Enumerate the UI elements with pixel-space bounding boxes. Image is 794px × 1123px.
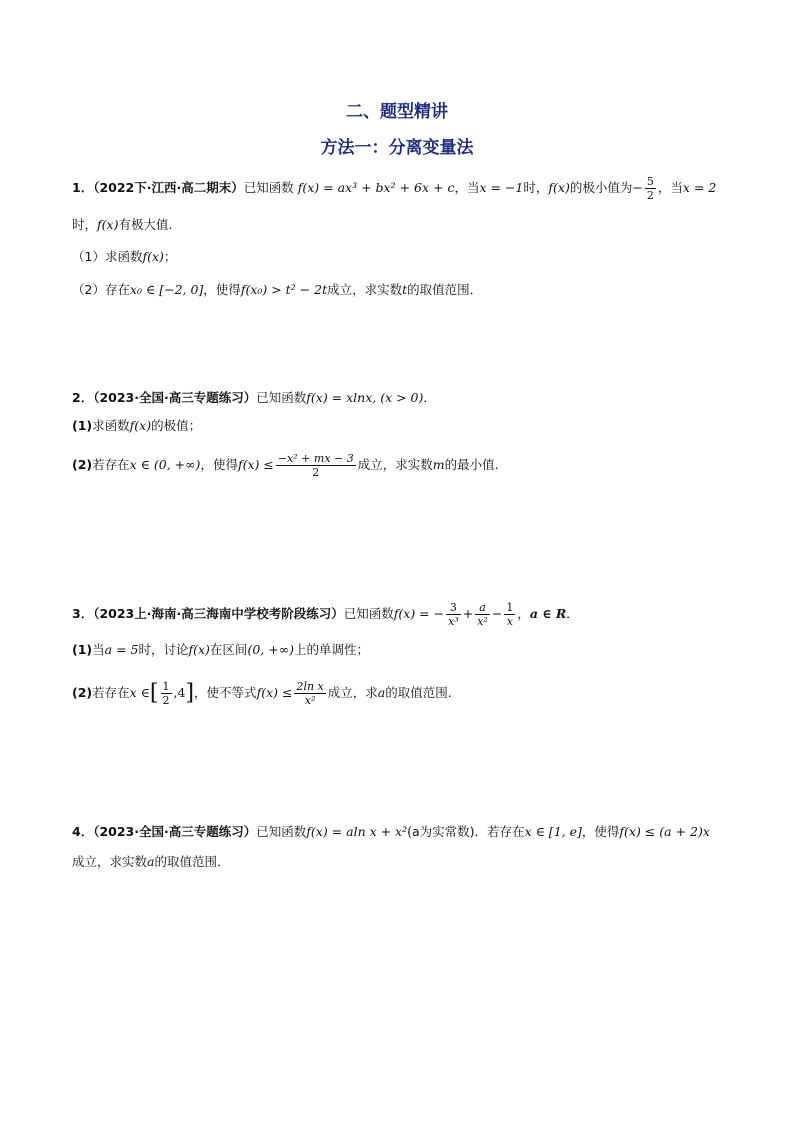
q2-text: ，使得 xyxy=(200,457,238,472)
q2-part-2 xyxy=(72,452,499,479)
q3-text: 在区间 xyxy=(209,642,248,657)
q3-text: 若存在 xyxy=(92,685,130,700)
q3-lhs: f(x) ≤ xyxy=(256,685,293,700)
q3-minus: − xyxy=(491,606,503,621)
q1-text: 时， xyxy=(72,217,98,232)
q3-fraction-4 xyxy=(294,680,325,707)
q3-text: 成立，求 xyxy=(327,685,378,700)
q3-interval-fraction xyxy=(161,680,172,707)
q1-line-2 xyxy=(72,215,181,235)
q1-source: （2022下·江西·高二期末） xyxy=(93,180,244,195)
section-title: 二、题型精讲 xyxy=(346,102,448,122)
q4-variable: a xyxy=(147,854,155,869)
q2-text: ． xyxy=(423,390,436,405)
q3-text: ． xyxy=(566,606,579,621)
q1-part-2 xyxy=(72,280,482,300)
q2-part-1-label: (1) xyxy=(72,418,93,433)
q3-function-lhs: f(x) = − xyxy=(393,606,445,621)
q3-part-2-label: (2) xyxy=(72,685,93,700)
q1-text: 的极小值为 xyxy=(569,180,633,195)
q1-part-1 xyxy=(72,247,176,267)
q1-frac-num: 5 xyxy=(646,175,654,188)
q1-number: 1． xyxy=(72,180,94,195)
q1-frac-den: 2 xyxy=(646,189,654,202)
q2-text: 的最小值. xyxy=(444,457,499,472)
q3-frac-2-num: a xyxy=(475,601,490,615)
q4-text: ．若存在 xyxy=(474,824,525,839)
q3-text: ，使不等式 xyxy=(194,685,257,700)
q1-fx: f(x) xyxy=(97,217,119,232)
q3-text: 的取值范围. xyxy=(385,685,452,700)
q1-variable: t xyxy=(402,282,408,297)
q3-plus: + xyxy=(462,606,474,621)
q1-text: ，当 xyxy=(657,180,683,195)
q3-frac-1-num: 3 xyxy=(446,601,461,615)
method-title: 方法一：分离变量法 xyxy=(320,138,474,158)
q3-interval: (0, +∞) xyxy=(247,642,294,657)
q1-condition: x = −1 xyxy=(479,180,524,195)
q1-text: ，当 xyxy=(454,180,480,195)
q4-text: 成立，求实数 xyxy=(72,854,148,869)
q2-text: 求函数 xyxy=(92,418,130,433)
q1-line-1: 1．（2022下·江西·高二期末）已知函数 f(x) = ax³ + bx² + 6x + c，当x = −1时，f(x)的极小值为− $\frac{5}{2}$ ，当x = 2 xyxy=(72,175,717,202)
q3-text: 上的单调性； xyxy=(293,642,369,657)
q1-fx: f(x) xyxy=(548,180,570,195)
q4-function: f(x) = aln x + x² xyxy=(306,824,408,839)
q4-number: 4． xyxy=(72,824,94,839)
q4-inequality: f(x) ≤ (a + 2)x xyxy=(619,824,710,839)
q3-frac-4-den: x² xyxy=(304,694,316,707)
q3-frac-3-num: 1 xyxy=(506,601,514,614)
q2-lhs: f(x) ≤ xyxy=(237,457,274,472)
q2-line-1 xyxy=(72,388,436,408)
q2-frac-den: 2 xyxy=(312,466,320,479)
q3-part-1 xyxy=(72,640,369,660)
q1-function: f(x) = ax³ + bx² + 6x + c xyxy=(297,180,455,195)
q1-text: 有极大值． xyxy=(118,217,181,232)
q2-text: 的极值； xyxy=(151,418,202,433)
q4-line-2 xyxy=(72,852,229,872)
q2-text: 已知函数 xyxy=(256,390,307,405)
q1-fraction xyxy=(645,175,656,202)
q3-fx: f(x) xyxy=(188,642,210,657)
q3-int-num: 1 xyxy=(162,680,170,693)
q1-part-2-condition: x₀ ∈ [−2, 0] xyxy=(129,282,204,297)
q3-int-right: ,4 xyxy=(173,685,186,700)
q4-text: ，使得 xyxy=(581,824,620,839)
q2-variable: m xyxy=(432,457,445,472)
q4-line-1 xyxy=(72,822,710,842)
q2-fraction xyxy=(276,452,356,479)
q2-number: 2． xyxy=(72,390,94,405)
q4-text: 已知函数 xyxy=(256,824,307,839)
q4-source: （2023·全国·高三专题练习） xyxy=(93,824,257,839)
q2-text: 成立，求实数 xyxy=(357,457,433,472)
q3-frac-3-den: x xyxy=(506,615,513,628)
q3-int-den: 2 xyxy=(162,694,170,707)
q3-frac-1-den: x³ xyxy=(448,615,459,628)
q1-part-1-label: （1）求函数 xyxy=(72,249,143,264)
q4-text: 的取值范围． xyxy=(154,854,230,869)
q2-fx: f(x) xyxy=(129,418,152,433)
q1-condition-2: x = 2 xyxy=(682,180,717,195)
q4-condition: x ∈ [1, e] xyxy=(524,824,582,839)
q3-part-2: (2)若存在x ∈[ $\frac{1}{2}$ ,4]，使不等式f(x) ≤ $\frac{\text{2ln x}}{\text{x²}}$ 成立，求a的取值范围. xyxy=(72,680,452,707)
q3-text: ， xyxy=(517,606,530,621)
q2-source: （2023·全国·高三专题练习） xyxy=(93,390,257,405)
q3-text: 已知函数 xyxy=(343,606,394,621)
q3-domain: a ∈ R xyxy=(529,606,567,621)
q4-paren: (a为实常数) xyxy=(407,824,475,839)
q1-fx: f(x) xyxy=(142,249,164,264)
q3-fraction-1 xyxy=(446,601,461,628)
q3-line-1 xyxy=(72,601,579,628)
q3-condition: a = 5 xyxy=(104,642,139,657)
q2-text: 若存在 xyxy=(92,457,130,472)
q2-part-2-label: (2) xyxy=(72,457,93,472)
q3-frac-4-num: 2ln x xyxy=(296,680,324,693)
q3-text: 当 xyxy=(92,642,105,657)
q2-frac-num: −x² + mx − 3 xyxy=(277,452,354,465)
q3-variable: a xyxy=(377,685,386,700)
q1-text: ； xyxy=(163,249,177,264)
q3-frac-2-den: x² xyxy=(477,615,488,628)
q1-part-2-inequality: f(x₀) > t² − 2t xyxy=(240,282,328,297)
q2-condition: x ∈ (0, +∞) xyxy=(129,457,201,472)
q3-source: （2023上·海南·高三海南中学校考阶段练习） xyxy=(93,606,344,621)
q3-number: 3． xyxy=(72,606,94,621)
q3-fraction-3 xyxy=(504,601,515,628)
q3-part-1-label: (1) xyxy=(72,642,93,657)
q1-text: ，使得 xyxy=(203,282,241,297)
q3-variable-x: x ∈ xyxy=(129,685,150,700)
q1-text: 已知函数 xyxy=(243,180,294,195)
q3-text: 时，讨论 xyxy=(138,642,189,657)
q1-text: 成立，求实数 xyxy=(327,282,403,297)
q1-part-2-label: （2）存在 xyxy=(72,282,130,297)
q1-text: 的取值范围． xyxy=(407,282,483,297)
q2-part-1 xyxy=(72,416,201,436)
q3-fraction-2 xyxy=(475,601,490,628)
q1-text: 时， xyxy=(523,180,549,195)
q2-function: f(x) = xlnx, (x > 0) xyxy=(306,390,424,405)
